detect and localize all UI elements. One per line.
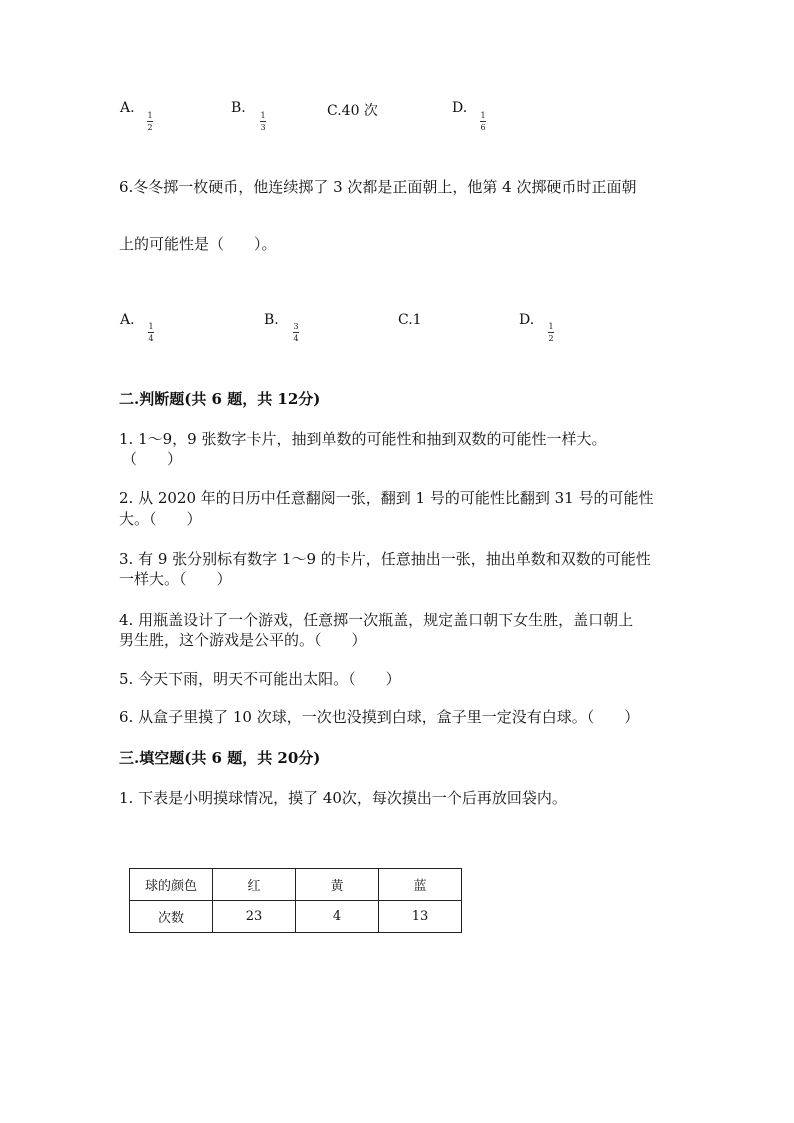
- q5-option-d-label: D.: [452, 100, 468, 116]
- fraction-numerator: 1: [548, 322, 554, 331]
- judge-item-5: 5. 今天下雨，明天不可能出太阳。（ ）: [119, 670, 401, 688]
- table-header-cell: 蓝: [379, 869, 462, 901]
- table-header-cell: 黄: [296, 869, 379, 901]
- fraction-denominator: 2: [147, 123, 153, 132]
- fraction-numerator: 3: [293, 322, 299, 331]
- fraction-denominator: 3: [260, 123, 266, 132]
- q6-option-b-fraction: [293, 322, 299, 343]
- fraction-bar: [548, 332, 554, 333]
- fraction-denominator: 4: [148, 334, 154, 343]
- q6-option-d-label: D.: [519, 312, 535, 328]
- table-cell: 13: [379, 901, 462, 933]
- fraction-numerator: 1: [148, 322, 154, 331]
- q5-option-d-fraction: [480, 111, 486, 132]
- q6-line2: 上的可能性是（ ）。: [119, 235, 277, 253]
- table-header-row: [130, 869, 462, 901]
- fraction-denominator: 4: [293, 334, 299, 343]
- fraction-bar: [480, 121, 486, 122]
- judge-item-2-line2: 大。（ ）: [119, 510, 202, 528]
- judge-item-1-line1: 1. 1～9，9 张数字卡片，抽到单数的可能性和抽到双数的可能性一样大。: [119, 430, 607, 448]
- fill-item-1: 1. 下表是小明摸球情况，摸了 40次，每次摸出一个后再放回袋内。: [119, 789, 567, 807]
- ball-draw-table: [129, 868, 462, 933]
- section-2-heading: 二.判断题(共 6 题，共 12分): [119, 390, 321, 408]
- table-cell: 23: [213, 901, 296, 933]
- judge-item-4-line1: 4. 用瓶盖设计了一个游戏，任意掷一次瓶盖，规定盖口朝下女生胜，盖口朝上: [119, 611, 634, 629]
- q6-option-a-label: A.: [120, 312, 135, 328]
- q5-option-c: C.40 次: [327, 103, 378, 119]
- q5-option-a-label: A.: [120, 100, 135, 116]
- judge-item-1-line2: （ ）: [122, 450, 183, 468]
- judge-item-2-line1: 2. 从 2020 年的日历中任意翻阅一张，翻到 1 号的可能性比翻到 31 号的可能性: [119, 489, 654, 507]
- q6-option-b-label: B.: [264, 312, 279, 328]
- section-3-heading: 三.填空题(共 6 题，共 20分): [119, 749, 321, 767]
- fraction-bar: [293, 332, 299, 333]
- fraction-numerator: 1: [260, 111, 266, 120]
- judge-item-3-line2: 一样大。（ ）: [119, 570, 232, 588]
- fraction-denominator: 2: [548, 334, 554, 343]
- judge-item-4-line2: 男生胜，这个游戏是公平的。（ ）: [119, 631, 367, 649]
- table-header-cell: 红: [213, 869, 296, 901]
- q5-option-b-label: B.: [231, 100, 246, 116]
- fraction-numerator: 1: [147, 111, 153, 120]
- table-row: [130, 901, 462, 933]
- table-header-cell: 球的颜色: [130, 869, 213, 901]
- q6-line1: 6.冬冬掷一枚硬币，他连续掷了 3 次都是正面朝上，他第 4 次掷硬币时正面朝: [119, 178, 637, 196]
- judge-item-3-line1: 3. 有 9 张分别标有数字 1～9 的卡片，任意抽出一张，抽出单数和双数的可能性: [119, 550, 651, 568]
- fraction-numerator: 1: [480, 111, 486, 120]
- fraction-bar: [147, 121, 153, 122]
- q6-option-c: C.1: [398, 312, 422, 328]
- judge-item-6: 6. 从盒子里摸了 10 次球，一次也没摸到白球，盒子里一定没有白球。（ ）: [119, 708, 640, 726]
- fraction-bar: [148, 332, 154, 333]
- q6-option-d-fraction: [548, 322, 554, 343]
- q5-option-b-fraction: [260, 111, 266, 132]
- table-cell: 次数: [130, 901, 213, 933]
- q5-option-a-fraction: [147, 111, 153, 132]
- fraction-bar: [260, 121, 266, 122]
- q6-option-a-fraction: [148, 322, 154, 343]
- table-cell: 4: [296, 901, 379, 933]
- fraction-denominator: 6: [480, 123, 486, 132]
